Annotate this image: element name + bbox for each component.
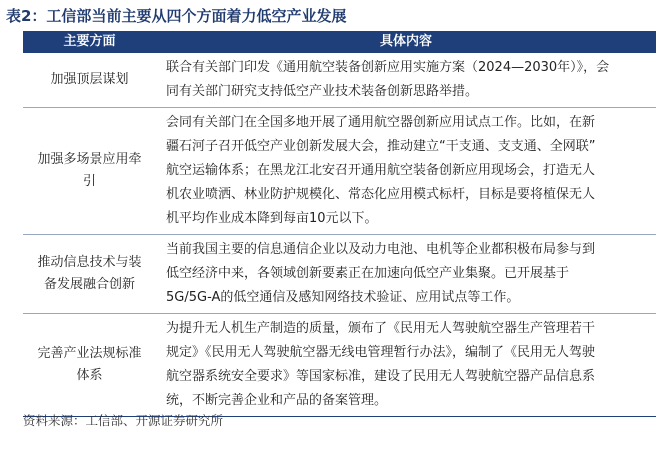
aspect-line: 推动信息技术与装 (37, 255, 142, 270)
aspect-line: 备发展融合创新 (43, 277, 135, 292)
content-line: 为提升无人机生产制造的质量，颁布了《民用无人驾驶航空器生产管理若干 (166, 321, 596, 336)
table-row (23, 108, 656, 235)
content-line: 5G/5G-A的低空通信及感知网络技术验证、应用试点等工作。 (166, 290, 520, 305)
policy-table (23, 31, 656, 417)
aspect-line: 体系 (76, 368, 103, 383)
aspect-line: 加强顶层谋划 (50, 72, 129, 87)
content-line: 同有关部门研究支持低空产业技术装备创新思路举措。 (166, 84, 479, 99)
content-line: 当前我国主要的信息通信企业以及动力电池、电机等企业都积极布局参与到 (166, 242, 596, 257)
content-line: 机农业喷洒、林业防护规模化、常态化应用模式标杆，目标是要将植保无人 (166, 187, 596, 202)
source-note: 资料来源：工信部、开源证券研究所 (23, 413, 224, 428)
aspect-cell (23, 108, 156, 235)
aspect-line: 完善产业法规标准 (37, 346, 142, 361)
content-cell (156, 314, 656, 417)
content-line: 航空运输体系；在黑龙江北安召开通用航空装备创新应用现场会，打造无人 (166, 163, 596, 178)
content-line: 航空器系统安全要求》等国家标准，建设了民用无人驾驶航空器产品信息系 (166, 369, 596, 384)
header-aspect: 主要方面 (23, 31, 156, 53)
content-cell (156, 235, 656, 314)
content-cell (156, 108, 656, 235)
aspect-cell (23, 314, 156, 417)
header-content: 具体内容 (156, 31, 656, 53)
table-body (23, 53, 656, 417)
aspect-line: 加强多场景应用牵 (37, 152, 142, 167)
content-line: 机平均作业成本降到每亩10元以下。 (166, 211, 378, 226)
table-header (23, 31, 656, 53)
content-line: 规定》《民用无人驾驶航空器无线电管理暂行办法》，编制了《民用无人驾驶 (166, 345, 596, 360)
content-line: 低空经济中来，各领域创新要素正在加速向低空产业集聚。已开展基于 (166, 266, 570, 281)
table-row (23, 235, 656, 314)
aspect-cell (23, 235, 156, 314)
table-title: 表2：工信部当前主要从四个方面着力低空产业发展 (6, 7, 347, 25)
table-row (23, 314, 656, 417)
aspect-cell (23, 53, 156, 108)
aspect-line: 引 (82, 174, 96, 189)
content-cell (156, 53, 656, 108)
table-row (23, 53, 656, 108)
content-line: 会同有关部门在全国多地开展了通用航空器创新应用试点工作。比如，在新 (166, 115, 596, 130)
content-line: 统，不断完善企业和产品的备案管理。 (166, 393, 388, 408)
content-line: 联合有关部门印发《通用航空装备创新应用实施方案（2024—2030年）》，会 (166, 60, 610, 75)
content-line: 疆石河子召开低空产业创新发展大会，推动建立“干支通、支支通、全网联” (166, 139, 596, 154)
